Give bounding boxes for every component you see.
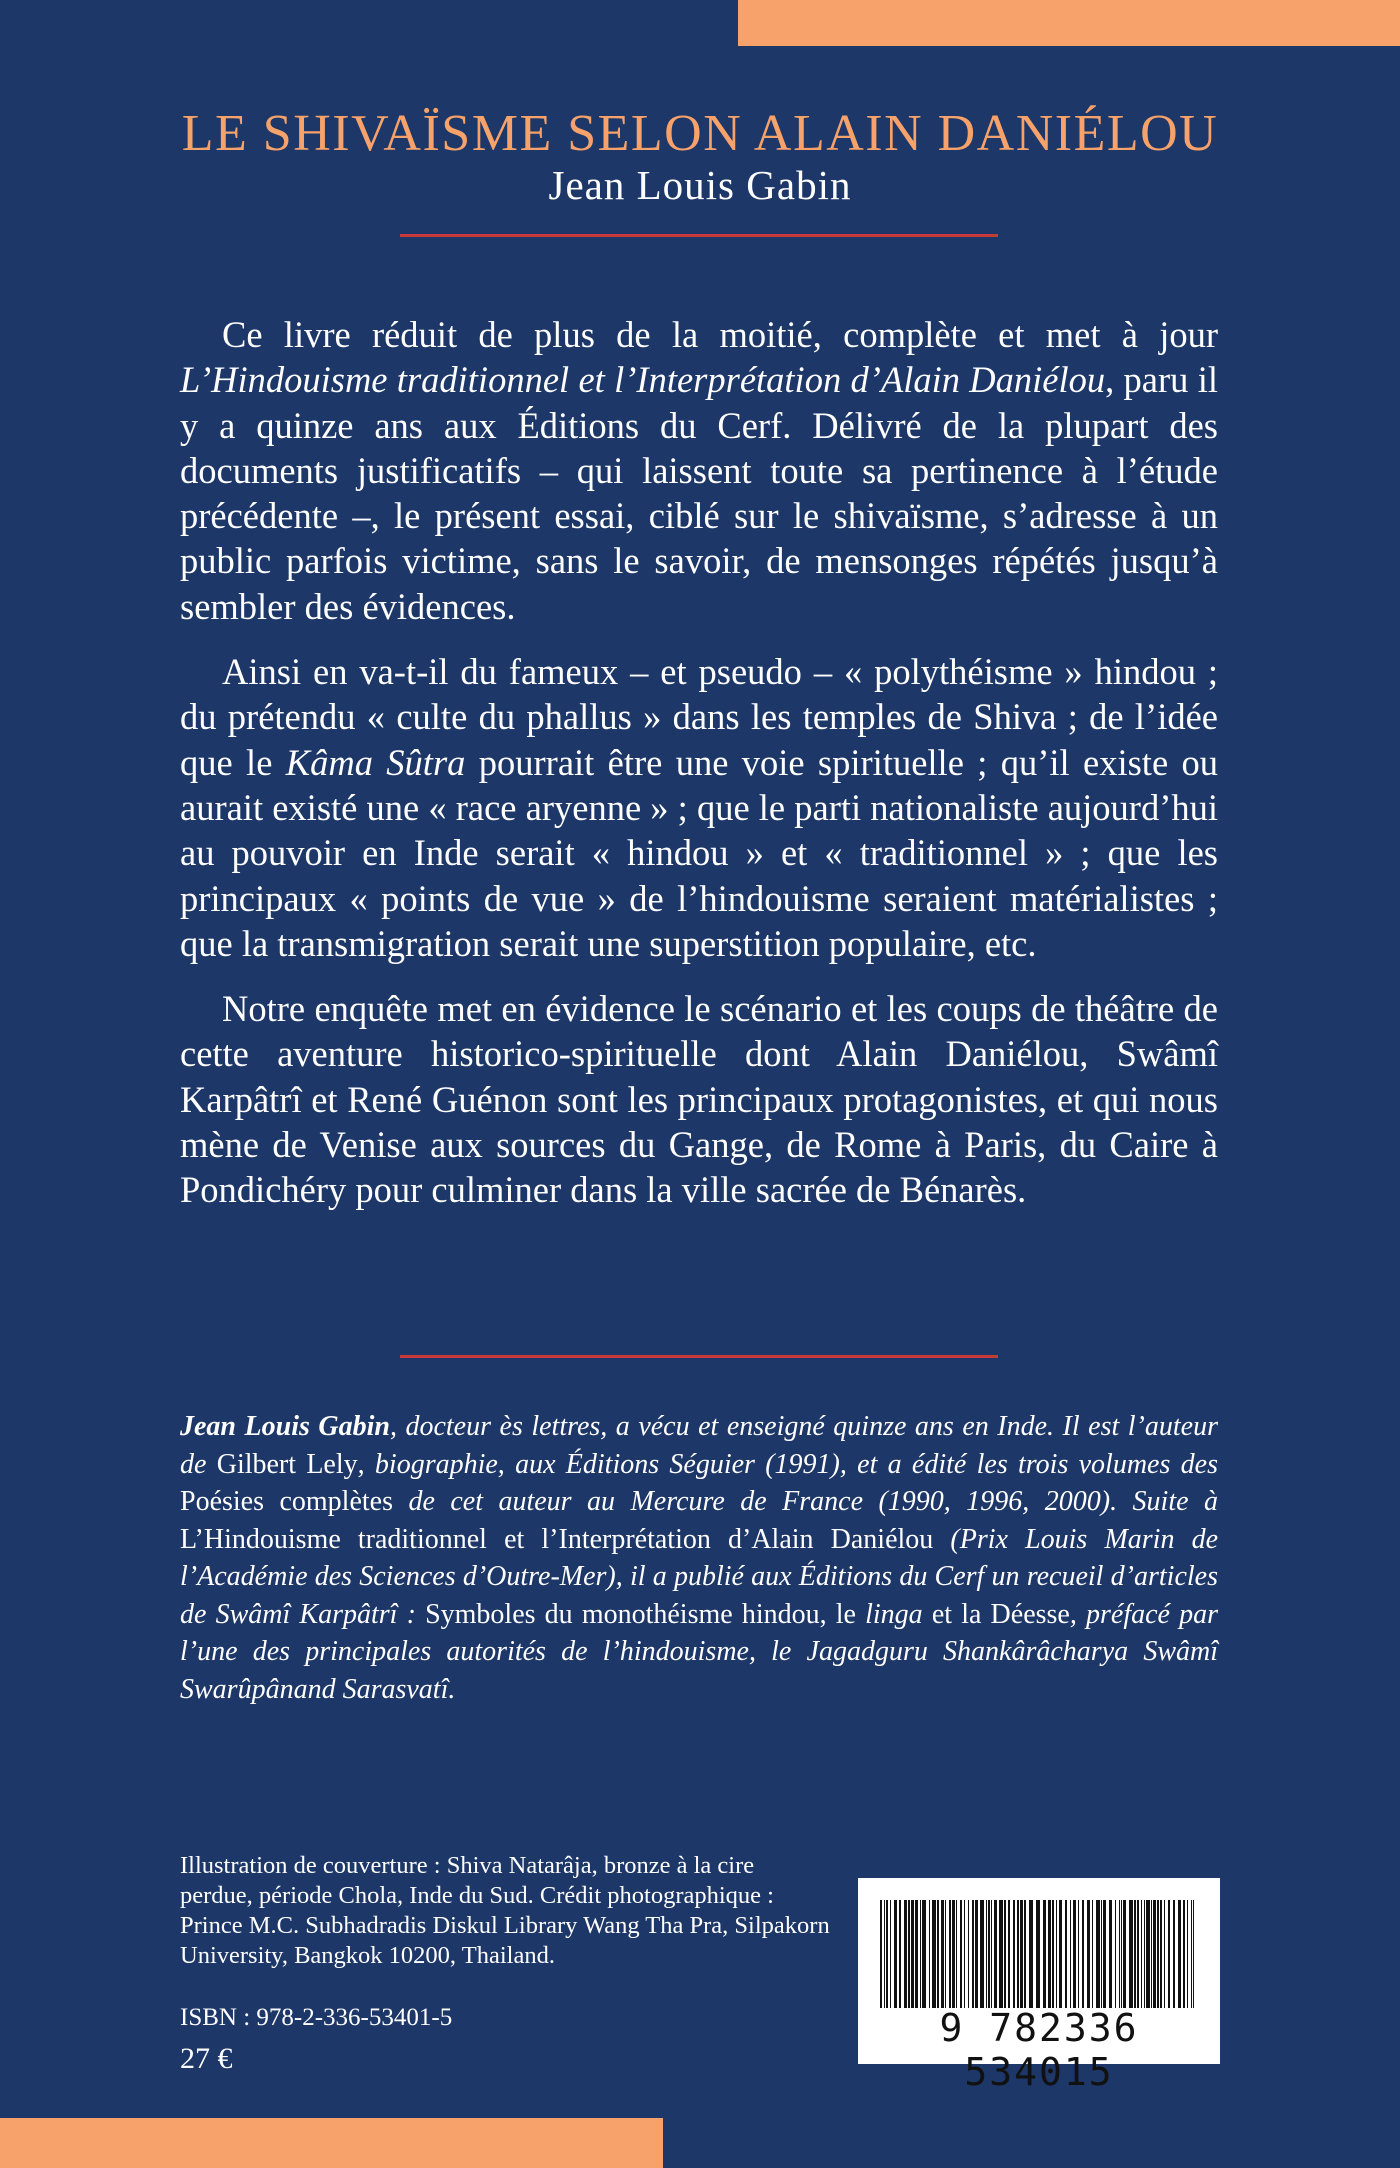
barcode-bar: [1017, 1900, 1019, 2008]
blurb-paragraph-1: Ce livre réduit de plus de la moitié, complète et met à jour L’Hindouisme traditionnel et l’Interprétation d’Alain Daniélou, paru il y a quinze ans aux Éditions du Cerf. Délivré de la plupart des documents justificatifs – qui laissent toute sa pertinence à l’étude précédente –, le présent essai, ciblé sur le shivaïsme, s’adresse à un public parfois victime, sans le savoir, de mensonges répétés jusqu’à sembler des évidences.: [180, 314, 1218, 627]
cover-credit: Illustration de couverture : Shiva Natarâja, bronze à la cire perdue, période Chola, Inde du Sud. Crédit photographique : Prince M.C. Subhadradis Diskul Library Wang Tha Pra, Silpakorn University, Bangkok 10200, Thailand.: [180, 1852, 830, 1969]
barcode-bar: [972, 1900, 974, 2008]
barcode-bar: [1043, 1900, 1046, 2008]
barcode-bar: [1087, 1900, 1090, 2008]
blurb-paragraph-3: Notre enquête met en évidence le scénario et les coups de théâtre de cette aventure historico-spirituelle dont Alain Daniélou, Swâmî Karpâtrî et René Guénon sont les principaux protagonistes, et qui nous mène de Venise aux sources du Gange, de Rome à Paris, du Caire à Pondichéry pour culminer dans la ville sacrée de Bénarès.: [180, 988, 1218, 1211]
barcode-bar: [1101, 1900, 1102, 2008]
barcode-bar: [1146, 1900, 1150, 2008]
barcode-bar: [894, 1900, 897, 2008]
barcode-bar: [904, 1900, 907, 2008]
bottom-accent-bar: [0, 2118, 663, 2168]
cited-title: Kâma Sûtra: [285, 741, 466, 783]
barcode-bar: [980, 1900, 984, 2008]
barcode-bar: [975, 1900, 978, 2008]
barcode-bar: [915, 1900, 918, 2008]
barcode-bar: [932, 1900, 936, 2008]
barcode-bar: [1059, 1900, 1062, 2008]
barcode-bar: [949, 1900, 951, 2008]
barcode-bar: [880, 1900, 882, 2008]
barcode-bar: [922, 1900, 926, 2008]
barcode-bar: [945, 1900, 946, 2008]
barcode-bar: [937, 1900, 939, 2008]
divider-top: [400, 234, 998, 237]
barcode-bar: [1178, 1900, 1181, 2008]
barcode-bar: [1164, 1900, 1165, 2008]
barcode-bar: [1134, 1900, 1136, 2008]
barcode-bar: [988, 1900, 990, 2008]
barcode-bar: [884, 1900, 885, 2008]
barcode-bar: [952, 1900, 955, 2008]
barcode-bar: [1137, 1900, 1139, 2008]
barcode-bar: [1082, 1900, 1084, 2008]
barcode-bar: [1151, 1900, 1152, 2008]
top-accent-bar: [738, 0, 1400, 46]
book-author: Jean Louis Gabin: [548, 162, 852, 208]
book-title: LE SHIVAÏSME SELON ALAIN DANIÉLOU: [181, 105, 1219, 162]
barcode-bar: [1119, 1900, 1120, 2008]
barcode-bar: [986, 1900, 987, 2008]
barcode-bar: [908, 1900, 910, 2008]
barcode-bar: [956, 1900, 957, 2008]
barcode-bar: [920, 1900, 921, 2008]
barcode-bar: [991, 1900, 992, 2008]
barcode-digits: 9 782336 534015: [939, 2006, 1139, 2094]
barcode-bar: [968, 1900, 969, 2008]
blurb-paragraph-2: Ainsi en va-t-il du fameux – et pseudo – « polythéisme » hindou ; du prétendu « culte du phallus » dans les temples de Shiva ; de l’idée que le Kâma Sûtra pourrait être une voie spirituelle ; qu’il existe ou aurait existé une « race aryenne » ; que le parti nationaliste aujourd’hui au pouvoir en Inde serait « hindou » et « traditionnel » ; que les principaux « points de vue » de l’hindouisme seraient matérialistes ; que la transmigration serait une superstition populaire, etc.: [180, 651, 1218, 964]
barcode-bar: [1168, 1900, 1170, 2008]
isbn: ISBN : 978-2-336-53401-5: [180, 2004, 453, 2031]
barcode-bar: [960, 1900, 962, 2008]
barcode-bar: [890, 1900, 891, 2008]
barcode-bar: [1096, 1900, 1100, 2008]
barcode-bar: [1078, 1900, 1079, 2008]
barcode-bar: [1056, 1900, 1057, 2008]
bio-author-name: Jean Louis Gabin: [180, 1411, 390, 1442]
barcode-bar: [1160, 1900, 1162, 2008]
barcode-bar: [1141, 1900, 1142, 2008]
barcode-bar: [1183, 1900, 1185, 2008]
barcode-bar: [1115, 1900, 1116, 2008]
barcode-bar: [1052, 1900, 1054, 2008]
blurb: [180, 312, 1218, 1233]
barcode-bar: [911, 1900, 914, 2008]
barcode-bar: [1029, 1900, 1033, 2008]
barcode-bar: [899, 1900, 901, 2008]
barcode-bar: [1109, 1900, 1112, 2008]
barcode-bar: [1092, 1900, 1093, 2008]
barcode-bar: [1008, 1900, 1010, 2008]
barcode-bar: [1129, 1900, 1133, 2008]
barcode-bar: [1191, 1900, 1192, 2008]
barcode-bar: [1187, 1900, 1188, 2008]
barcode-bar: [1123, 1900, 1126, 2008]
barcode: [858, 1878, 1220, 2094]
divider-bottom: [400, 1355, 998, 1358]
cited-title: L’Hindouisme traditionnel et l’Interprétation d’Alain Daniélou: [180, 359, 1106, 401]
barcode-bar: [1103, 1900, 1106, 2008]
barcode-bar: [1073, 1900, 1076, 2008]
barcode-bar: [1157, 1900, 1159, 2008]
barcode-bar: [994, 1900, 997, 2008]
barcode-bar: [1020, 1900, 1023, 2008]
price: 27 €: [180, 2042, 233, 2075]
barcode-bar: [1004, 1900, 1006, 2008]
barcode-bar: [929, 1900, 930, 2008]
barcode-bar: [1153, 1900, 1156, 2008]
barcode-bar: [1036, 1900, 1040, 2008]
barcode-bar: [941, 1900, 944, 2008]
barcode-bar: [999, 1900, 1003, 2008]
barcode-bar: [1065, 1900, 1067, 2008]
barcode-bar: [1173, 1900, 1175, 2008]
barcode-bar: [1144, 1900, 1145, 2008]
author-bio: Jean Louis Gabin, docteur ès lettres, a vécu et enseigné quinze ans en Inde. Il est l’auteur de Gilbert Lely, biographie, aux Éditions Séguier (1991), et a édité les trois volumes des Poésies complètes de cet auteur au Mercure de France (1990, 1996, 2000). Suite à L’Hindouisme traditionnel et l’Interprétation d’Alain Daniélou (Prix Louis Marin de l’Académie des Sciences d’Outre-Mer), il a publié aux Éditions du Cerf un recueil d’articles de Swâmî Karpâtrî : Symboles du monothéisme hindou, le linga et la Déesse, préfacé par l’une des principales autorités de l’hindouisme, le Jagadguru Shankârâcharya Swâmî Swarûpânand Sarasvatî.: [180, 1411, 1218, 1705]
barcode-bar: [1013, 1900, 1015, 2008]
barcode-bar: [1193, 1900, 1194, 2008]
barcode-bar: [1048, 1900, 1051, 2008]
barcode-bar: [1070, 1900, 1071, 2008]
barcode-bar: [964, 1900, 965, 2008]
barcode-bar: [1024, 1900, 1026, 2008]
barcode-bar: [1121, 1900, 1122, 2008]
barcode-bars: [880, 1900, 1198, 2008]
barcode-bar: [886, 1900, 888, 2008]
